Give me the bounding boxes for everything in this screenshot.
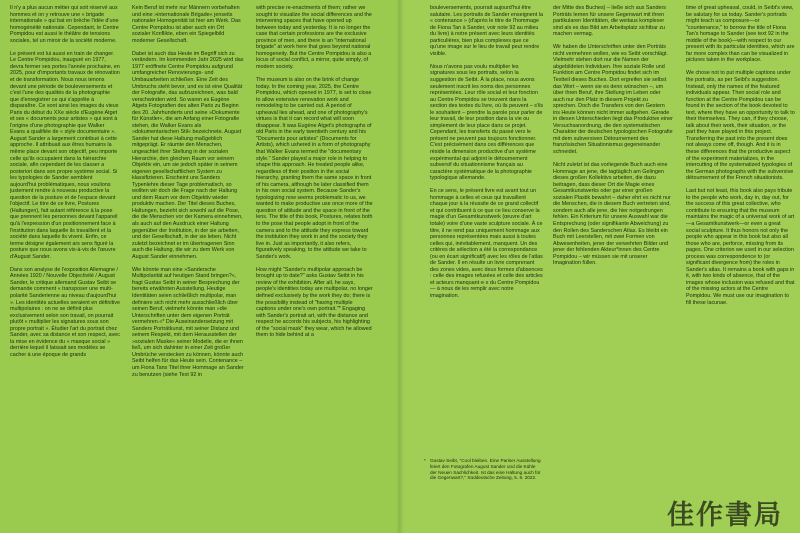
paragraph: Dabei ist auch das Heute im Begriff sich zu verändern. Im kommenden Jahr 2025 wird das 1977 eröffnete Centre Pompidou aufgrund umfangreicher Renovierungs- und Umbauarbeiten schließen. Eine Zeit des Umbruchs steht bevor, und es ist eine Qualität der Fotografie, das aufzuzeichnen, was bald verschwinden wird. So waren es Eugène Atgets Fotografien des alten Paris zu Beginn des 20. Jahrhunderts und seine »Dokumente für Künstler«, die am Anfang einer Fotografie stehen, die Walker Evans als »dokumentarischen Stil« bezeichnete. August Sander hat diese Haltung maßgeblich mitgeprägt. Er räumte den Menschen, ungeachtet ihrer Stellung in der sozialen Hierarchie, den gleichen Raum vor seinem Objektiv ein, um sie jedoch später in seinem eigenen gesellschaftlichen System zu klassifizieren. Erscheint uns Sanders Typenlehre dieser Tage problematisch, so wollten wir doch die Frage nach der Haltung und dem Raum vor dem Objektiv wieder produktiv machen. Der Titel dieses Buches, Haltungen, bezieht sich sowohl auf die Pose, die die Menschen vor der Kamera einnehmen, als auch auf den Ausdruck einer Haltung gegenüber der Institution, in der sie arbeiten, und der Gesellschaft, in der sie leben. Nicht zuletzt bezeichnet er im übertragenen Sinn auch die Haltung, die wir zu dem Werk von August Sander einnehmen. [132,50,244,260]
paragraph: with precise re-enactments of them; rather we sought to visualize the social differences and the intervening spaces that have opened up between today and yesterday. It is no longer the case that certain professions are the exclusive province of men, and there is an "international brigade" at work here that goes beyond national homogeneity. But the Centre Pompidou is also a locus of social conflict, a mirror, quite simply, of modern society. [256,5,372,70]
paragraph: Kein Beruf ist mehr nur Männern vorbehalten und eine »internationale Brigade« jenseits nationaler Homogenität ist hier am Werk. Das Centre Pompidou ist aber auch ein Ort sozialer Konflikte, eben ein Spiegelbild moderner Gesellschaft. [132,5,241,44]
column-english-1 [256,5,373,525]
paragraph: Le présent est lui aussi en train de changer. Le Centre Pompidou, inauguré en 1977, devra fermer ses portes l'année prochaine, en 2025, pour d'importants travaux de rénovation et de transformation. Nous nous tenons devant une période de bouleversements et c'est l'une des qualités de la photographie que d'enregistrer ce qui s'apprête à disparaître. Ce sont ainsi les images du vieux Paris du début du XXe siècle d'Eugène Atget et ses « documents pour artistes » qui sont à l'origine d'une photographie que Walker Evans a qualifiée de « style documentaire ». August Sander a largement contribué à cette approche. Il attribuait aux êtres humains la même place devant son objectif, peu importe celle qu'ils occupaient dans la hiérarchie sociale, afin cependant de les classer a posteriori dans son propre système social. Si les typologies de Sander semblent aujourd'hui problématiques, nous voulions justement rendre à nouveau productive la question de la posture et de l'espace devant l'objectif. Le titre de ce livre, Postures (Haltungen), fait autant référence à la pose que prennent les personnes devant l'appareil qu'à l'expression d'un positionnement face à l'institution dans laquelle ils travaillent et la société dans laquelle ils vivent. Enfin, ce terme désigne également ars sens figuré la posture que nous avons vis-à-vis de l'œuvre d'August Sander. [10,50,120,260]
footnote [424,458,542,481]
footnote-marker: * [424,458,426,463]
paragraph: How might "Sander's multipolar approach be brought up to date?" asks Gustav Seibt in his review of the exhibition. After all, he says, people's identities today are multipolar, no longer defined exclusively by the work they do; there is the possibility instead of "having multiple captions under one's own portrait."* Engaging with Sander's portrait art, with the distance and respect he accords his subjects, his highlighting of the "social mask" they wear, which he allowed them to hide behind at a [256,266,373,339]
page-gutter [396,0,404,533]
paragraph: Il n'y a plus aucun métier qui soit réservé aux hommes et on y retrouve une « brigade internationale » qui bat en brèche l'idée d'une homogénéité nationale. Cependant, le Centre Pompidou est aussi le théâtre de tensions sociales, tel un miroir de la société moderne. [10,5,119,44]
paragraph: The museum is also on the brink of change today. In the coming year, 2025, the Centre Pompidou, which opened in 1977, is set to close to allow extensive renovation work and remodeling to be carried out. A period of upheaval lies ahead, and one of photography's virtues is that it can record what will soon disappear. It was Eugène Atget's photographs of old Paris in the early twentieth century and his "Documents pour artistes" (Documents for Artists), which ushered in a form of photography that Walker Evans termed the "documentary style." Sander played a major role in helping to shape this approach. He treated people alike, regardless of their position in the social hierarchy, granting them the same space in front of his camera, although he later classified them in his own social system. Because Sander's typologizing now seems problematic to us, we wanted to make productive use once more of the question of attitude and the space in front of the lens. The title of this book, Postures, relates both to the pose that people adopt in front of the camera and to the attitude they express toward the institution they work in and the society they live in. Just as importantly, it also refers, figuratively speaking, to the attitude we take to Sander's work. [256,76,373,260]
paragraph: time of great upheaval, could, in Seibt's view, be salutary for us today. Sander's portraits might teach us composure—or "countenance," to borrow the title of Fiona Tan's homage to Sander (see text 92 in the middle of the book)—with respect to our present with its particular identities, which are far more complex than can be visualized in pictures taken in the workplace. [686,5,795,64]
paragraph: Wir haben die Unterschriften unter den Porträts nicht vermehren wollen, wie es Seibt vorschlägt. Vielmehr stehen dort nur die Namen der abgebildeten Individuen. Ihre soziale Rolle und Funktion am Centre Pompidou findet sich im Textteil dieses Buches. Dort ergreifen sie selbst das Wort – wenn sie es denn wünschen –, um über ihren Beruf, ihre Stellung im Leben oder auch nur den Platz in diesem Projekt zu sprechen. Doch die Transfers von den Gestern ins Heute können nicht immer aufgehen. Gerade in diesen Unterschieden liegt das Produktive einer Versuchsanordnung, die den systematischen Charakter der deutschen typologischen Fotografie mit dem subversiven Détournement des französischen Situationismus gegeneinander schneidet. [553,44,673,155]
watermark-logo: 佳作書局 [667,500,783,531]
paragraph: Wie könnte man eine »Sandersche Multipolarität auf heutigen Stand bringen?«, fragt Gustav Seibt in seiner Besprechung der bereits erwähnten Ausstellung. Heutige Identitäten seien schließlich multipolar, man definiere sich nicht mehr ausschließlich über seinen Beruf, vielmehr könnte man »die Unterschriften unter dem eigenen Porträt vermehren.«* Die Auseinandersetzung mit Sanders Porträtkunst, mit seiner Distanz und seinem Respekt, mit dem Herausstellen der »sozialen Maske« seiner Modelle, die er ihnen ließ, um sich dahinter in einer Zeit großer Umbrüche verstecken zu können, könnte auch Seibt helfen für das Heute sein. Contenance – um Fiona Tans Titel ihrer Hommage an Sander zu benutzen (siehe Text 92 in [132,266,244,378]
paragraph: bouleversements, pourrait aujourd'hui être salutaire. Les portraits de Sander enseignent la « contenance » (d'après le titre de l'hommage de Fiona Tan à Sander, voir note 92 au milieu du livre) à notre présent avec leurs identités particulières, bien plus complexes que ce qu'une image sur le lieu de travail peut rendre visible. [430,5,543,57]
paragraph: En ce sens, le présent livre est avant tout un hommage à celles et ceux qui travaillent chaque jour à la réussite de ce grand collectif et qui contribuent à ce que ce lieu conserve la magie d'un Gesamtkunstwerk (œuvre d'art totale) voire d'une vaste sculpture sociale. À ce titre, il ne rend pas uniquement hommage aux personnes représentées mais aussi à toutes celles qui, inévitablement, manquent. Un des critères de sélection a été la correspondance (ou en écart significatif) avec les rôles de l'atlas de Sander. Il en résulte un livre comprenant des zones vides, avec deux formes d'absences : celle des images refusées et celle des articles et acteurs manquant·e·s du Centre Pompidou — à nous de les remplir avec notre imagination. [430,188,543,299]
paragraph: der Mitte des Buches) – ließe sich aus Sanders Porträts lernen für unsere Gegenwart mit ihren partikularen Identitäten, die weitaus komplexer sind als es das Bild am Arbeitsplatz sichtbar zu machen vermag. [553,5,666,38]
paragraph: Nous n'avons pas voulu multiplier les signatures sous les portraits, selon la suggestion de Seibt. À la place, nous avons seulement inscrit les noms des personnes représentées. Leur rôle social et leur fonction au Centre Pompidou se trouvent dans la section des textes du livre, où ils peuvent – s'ils le souhaitent – prendre la parole pour parler de leur travail, de leur position dans la vie ou simplement de leur place dans ce projet. Cependant, les transferts du passé vers le présent ne peuvent pas toujours fonctionner. C'est précisément dans ces différences que réside la dimension productive d'un système expérimental qui adjoint le détournement subversif du situationnisme français au caractère systématique de la photographie typologique allemande. [430,63,544,182]
footnote-text: Gustav Seibt, "Cool bleiben. Eine Pariser Ausstellung feiert den Fotografen August Sander und die Kühle der Neuen Sachlichkeit. Ist das eine Haltung auch für die Gegenwart?," Süddeutsche Zeitung, 5. 8. 2022. [430,458,541,481]
column-french-1 [10,5,120,415]
column-german-1 [132,5,244,525]
paragraph: Nicht zuletzt ist das vorliegende Buch auch eine Hommage an jene, die tagtäglich am Gelingen dieses großen Kollektivs arbeiten, die dazu beitragen, dass dieser Ort die Magie eines Gesamtkunstwerks oder gar einer großen sozialen Plastik bewahrt – daher ehrt es nicht nur die Menschen, die in diesem Buch vertreten sind, sondern auch alle jene, die hier notgedrungen fehlen. Ein Kriterium für unsere Auswahl war die Entsprechung (oder signifikante Abweichung) zu den Rollen des Sanderschen Atlas. Es bleibt ein Buch mit Leerstellen, mit zwei Formen von Abwesenheiten, jener der verwehrten Bilder und jener der fehlenden Akteur*innen des Centre Pompidou – wir müssen sie mit unserer Imagination füllen. [553,162,671,267]
paragraph: Last but not least, this book also pays tribute to the people who work, day in, day out, for the success of this great collective, who contribute to ensuring that the museum maintains the magic of a universal work of art—a Gesamtkunstwerk—or even a great social sculpture. It thus honors not only the people who appear in this book but also all those who are, perforce, missing from its pages. One criterion we used in our selection process was correspondence to (or significant divergence from) the roles in Sander's atlas. It remains a book with gaps in it, with two kinds of absence, that of the images whose inclusion was refused and that of the missing actors at the Centre Pompidou. We must use our imagination to fill these lacunae. [686,188,795,306]
column-english-2 [686,5,795,425]
paragraph: We chose not to put multiple captions under the portraits, as per Seibt's suggestion. Instead, only the names of the featured individuals appear. Their social role and function at the Centre Pompidou can be found in the section of the book devoted to text, where they have an opportunity to talk to their themselves. They can, if they choose, talk about their work, their situation, or the part they have played in this project. Transferring the past into the present does not always come off, though. And it is in these differences that the productive aspect of the experiment materializes, in the intercutting of the systematized typologies of the German photographs with the subversive détournement of the French situationists. [686,70,795,182]
column-french-2 [430,5,544,417]
column-german-2 [553,5,673,525]
paragraph: Dans son analyse de l'exposition Allemagne / Années 1920 / Nouvelle Objectivité / August Sander, le critique allemand Gustav Seibt se demande comment « transposer une multi-polarité Sanderienne au niveau d'aujourd'hui ». Les identités actuelles seraient en définitive multipolaires : on ne se définit plus exclusivement selon son travail, on pourrait plutôt « multiplier les signatures sous son propre portrait ». Étudier l'art du portrait chez Sander, avec sa distance et son respect, avec la mise en évidence du « masque social » derrière lequel il laissait ses modèles se cacher à une époque de grands [10,266,120,358]
